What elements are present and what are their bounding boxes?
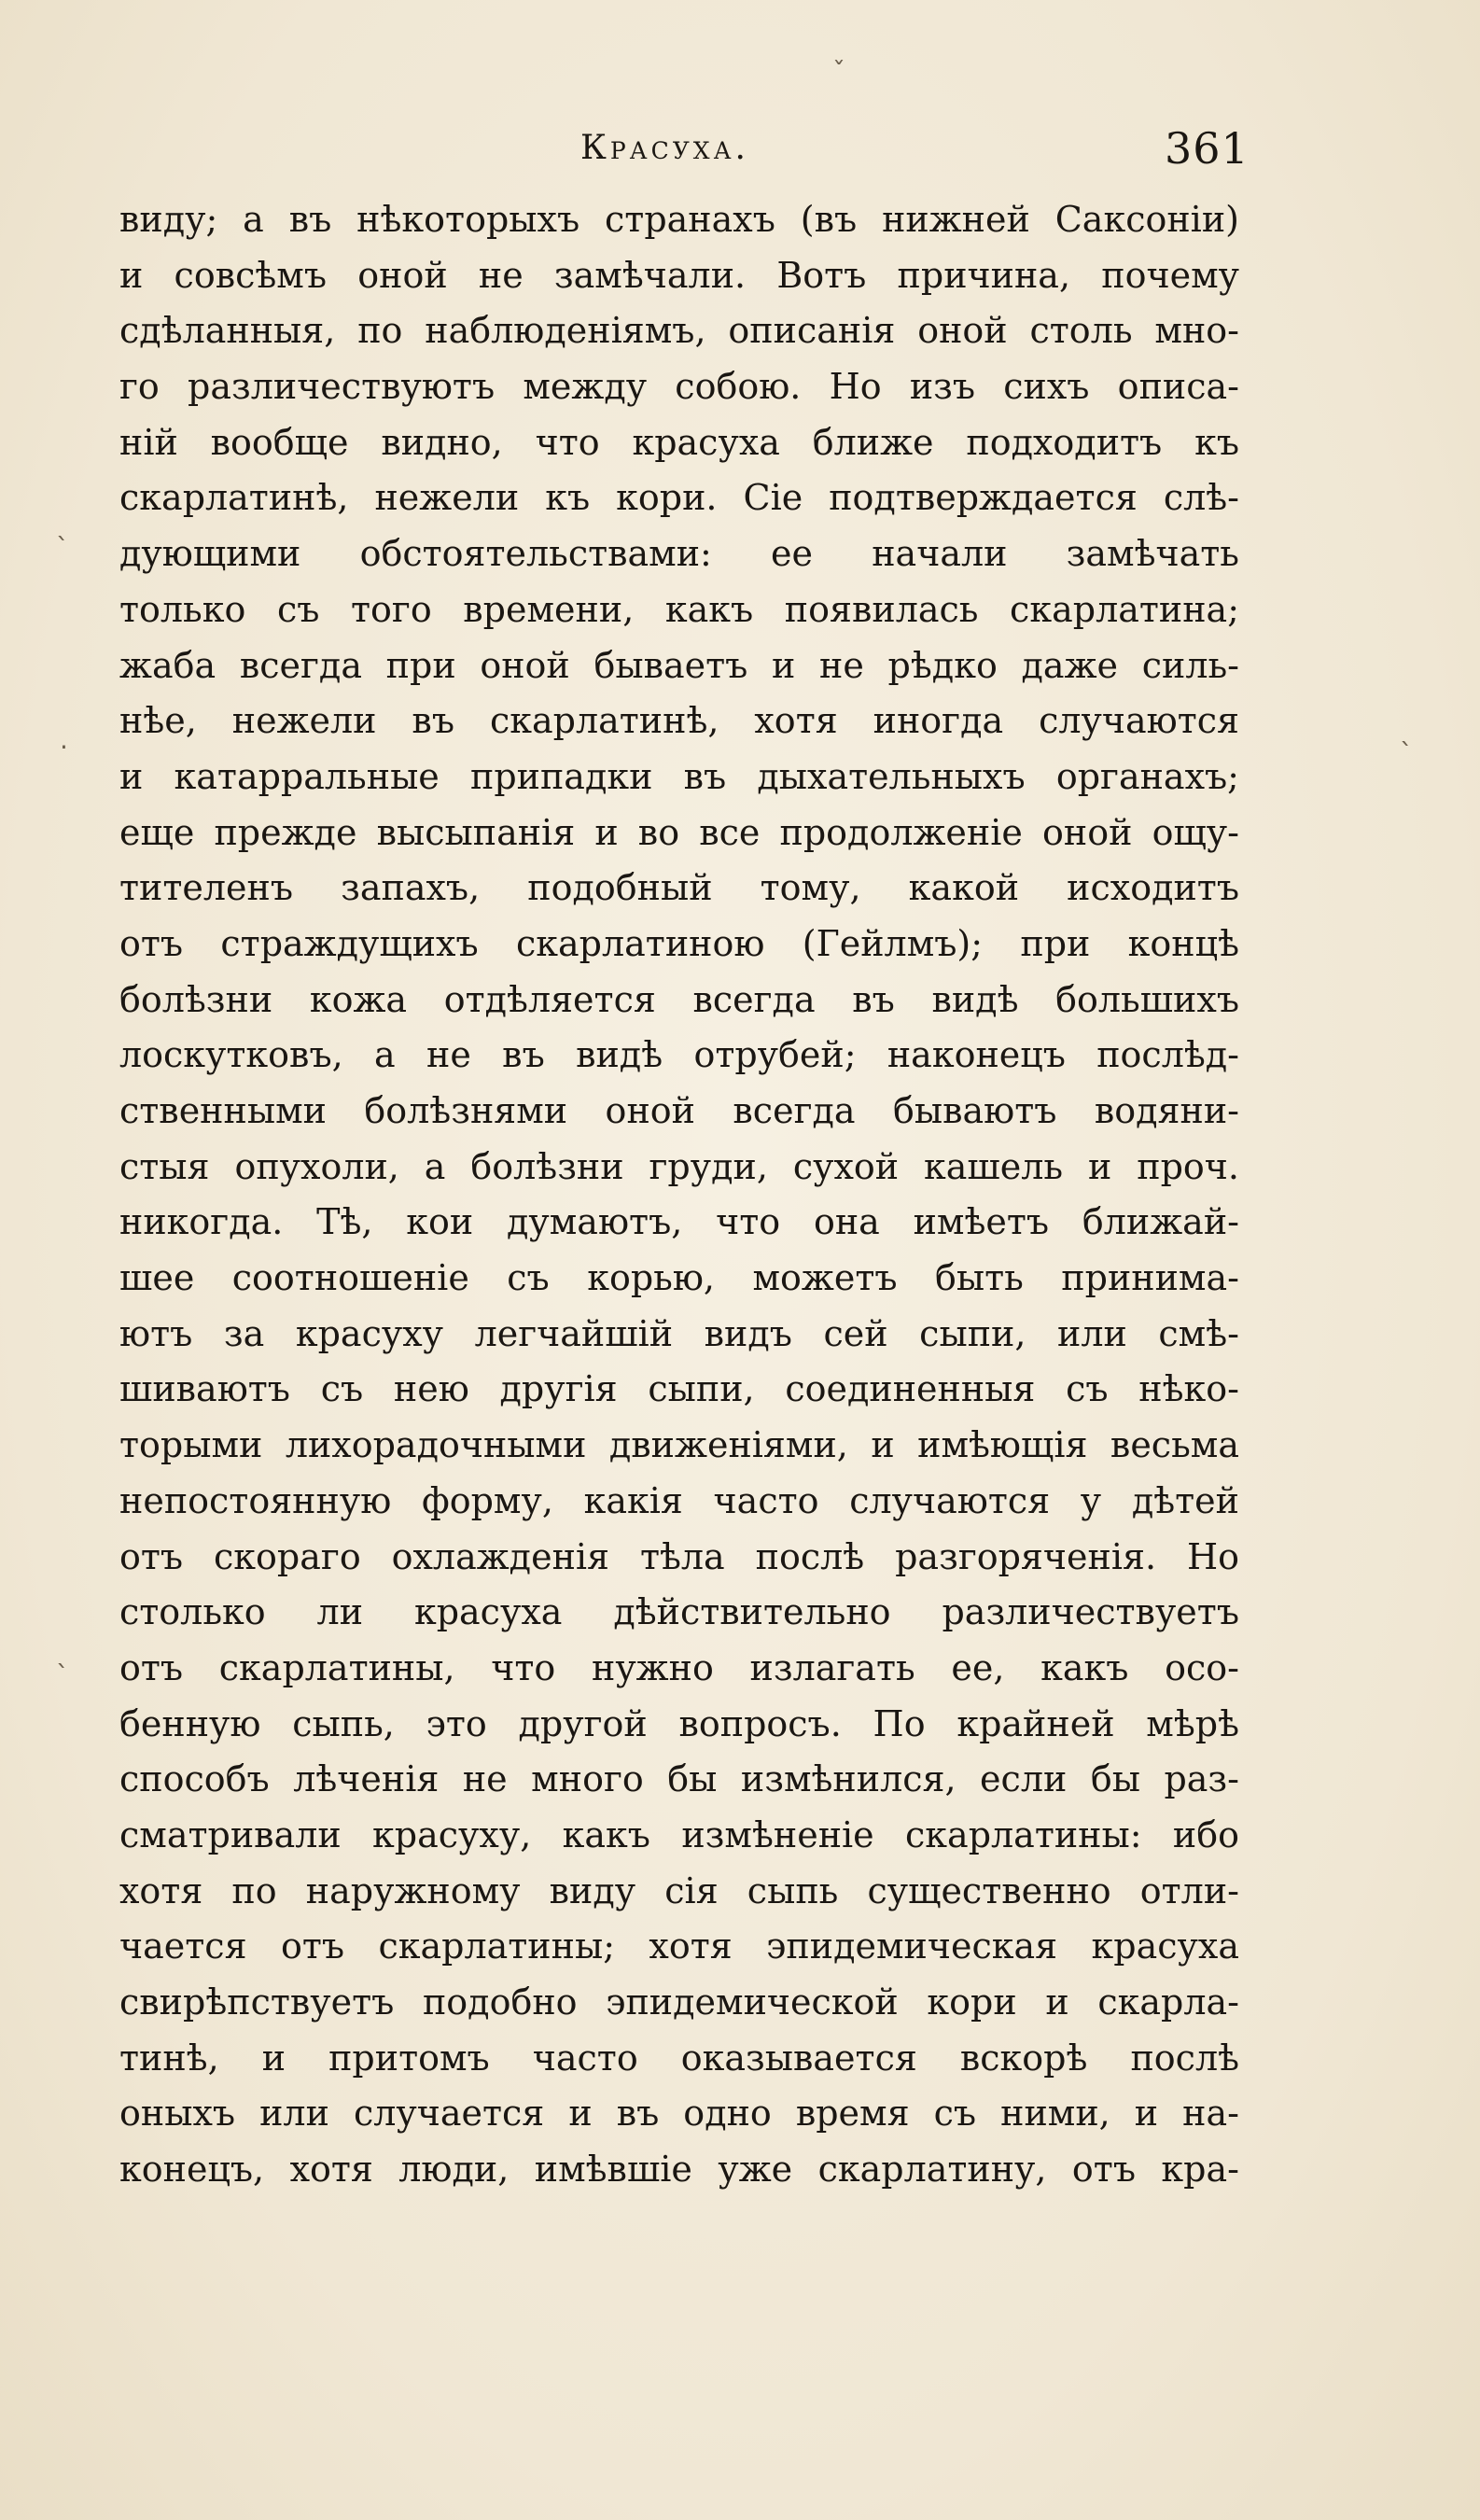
text-line: ственными болѣзнями оной всегда бываютъ водяни- [119,1090,1239,1131]
text-line: никогда. Тѣ, кои думаютъ, что она имѣетъ ближай- [119,1201,1239,1243]
text-line: свирѣпствуетъ подобно эпидемической кори и скарла- [119,1981,1239,2023]
text-line: тинѣ, и притомъ часто оказывается вскорѣ послѣ [119,2037,1239,2079]
text-line: еще прежде высыпанія и во все продолженіе оной ощу- [119,811,1239,853]
text-line: ній вообще видно, что красуха ближе подходитъ къ [119,421,1239,463]
text-line: тителенъ запахъ, подобный тому, какой исходитъ [119,867,1239,909]
stray-mark: · [60,732,68,763]
text-line: сдѣланныя, по наблюденіямъ, описанія оной столь мно- [119,310,1239,352]
text-line: дующими обстоятельствами: ее начали замѣчать [119,533,1239,575]
text-line: го различествуютъ между собою. Но изъ сихъ описа- [119,366,1239,408]
stray-mark: ˋ [56,1659,69,1690]
text-line: шее соотношеніе съ корью, можетъ быть принима- [119,1257,1239,1299]
text-line: отъ страждущихъ скарлатиною (Гейлмъ); при концѣ [119,922,1239,964]
text-line: отъ скораго охлажденія тѣла послѣ разгоряченія. Но [119,1535,1239,1577]
stray-mark: ˇ [832,56,845,87]
text-line: хотя по наружному виду сія сыпь существенно отли- [119,1869,1239,1911]
text-line: торыми лихорадочными движеніями, и имѣющія весьма [119,1424,1239,1466]
body-text [119,192,1239,2198]
text-line: отъ скарлатины, что нужно излагать ее, какъ осо- [119,1646,1239,1688]
stray-mark: ˋ [56,532,69,563]
text-line: лоскутковъ, а не въ видѣ отрубей; наконецъ послѣд- [119,1034,1239,1076]
text-line: оныхъ или случается и въ одно время съ ними, и на- [119,2093,1239,2135]
text-line: болѣзни кожа отдѣляется всегда въ видѣ большихъ [119,978,1239,1020]
text-line: конецъ, хотя люди, имѣвшіе уже скарлатину, отъ кра- [119,2149,1239,2191]
text-line: стыя опухоли, а болѣзни груди, сухой кашель и проч. [119,1145,1239,1187]
text-line: только съ того времени, какъ появилась скарлатина; [119,588,1239,630]
text-line: и совсѣмъ оной не замѣчали. Вотъ причина, почему [119,254,1239,296]
text-line: чается отъ скарлатины; хотя эпидемическая красуха [119,1925,1239,1967]
running-title: Красуха. [580,129,749,167]
page-number: 361 [1165,123,1250,174]
text-line: ютъ за красуху легчайшій видъ сей сыпи, или смѣ- [119,1312,1239,1354]
text-line: столько ли красуха дѣйствительно различествуетъ [119,1591,1239,1633]
text-line: скарлатинѣ, нежели къ кори. Сіе подтверждается слѣ- [119,477,1239,519]
text-line: виду; а въ нѣкоторыхъ странахъ (въ нижней Саксоніи) [119,199,1239,240]
text-line: сматривали красуху, какъ измѣненіе скарлатины: ибо [119,1813,1239,1855]
stray-mark: ˋ [1400,737,1413,768]
text-line: и катарральные припадки въ дыхательныхъ органахъ; [119,755,1239,797]
page-header [0,123,1480,185]
text-line: нѣе, нежели въ скарлатинѣ, хотя иногда случаются [119,700,1239,742]
text-line: жаба всегда при оной бываетъ и не рѣдко даже силь- [119,644,1239,686]
text-line: непостоянную форму, какія часто случаются у дѣтей [119,1479,1239,1521]
text-line: шиваютъ съ нею другія сыпи, соединенныя съ нѣко- [119,1368,1239,1410]
text-line: бенную сыпь, это другой вопросъ. По крайней мѣрѣ [119,1702,1239,1744]
text-line: способъ лѣченія не много бы измѣнился, если бы раз- [119,1758,1239,1800]
